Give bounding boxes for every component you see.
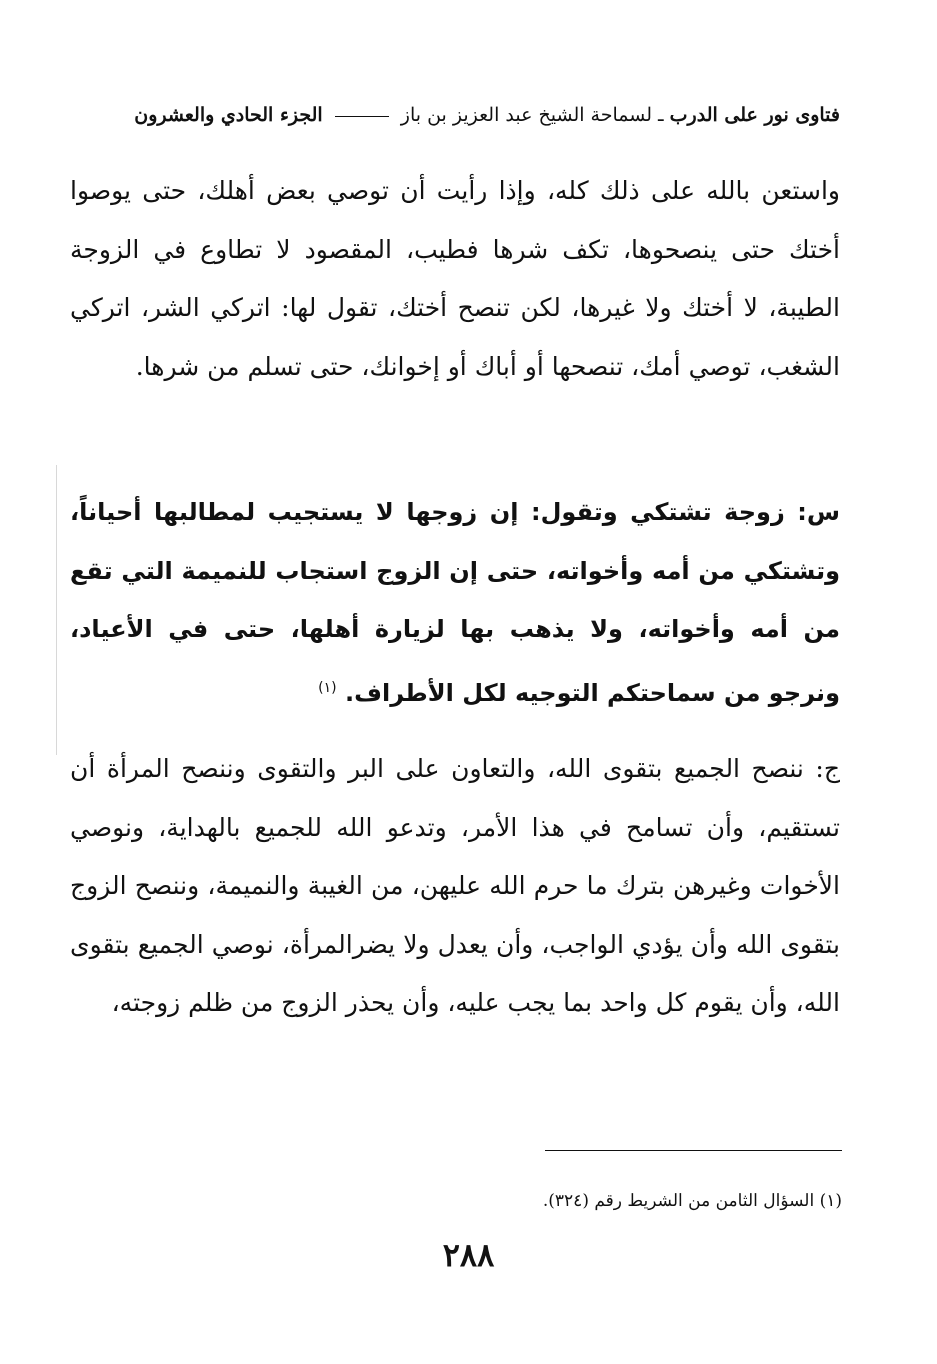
footnote: (١) السؤال الثامن من الشريط رقم (٣٢٤). xyxy=(542,1191,842,1211)
footnote-separator xyxy=(545,1150,842,1151)
scan-margin-line xyxy=(56,465,57,755)
page-number: ٢٨٨ xyxy=(442,1236,495,1274)
book-title: فتاوى نور على الدرب xyxy=(669,104,840,126)
running-header xyxy=(70,100,840,130)
volume-label: الجزء الحادي والعشرون xyxy=(134,104,323,126)
answer-paragraph xyxy=(70,740,840,1033)
header-separator xyxy=(335,116,389,117)
continuation-paragraph xyxy=(70,162,840,396)
answer-text: ج: ننصح الجميع بتقوى الله، والتعاون على البر والتقوى وننصح المرأة أن تستقيم، وأن تسامح في هذا الأمر، وتدعو الله للجميع بالهداية، ونوصي الأخوات وغيرهن بترك ما حرم الله عليهن، من الغيبة والنميمة، وننصح الزوج بتقوى الله وأن يؤدي الواجب، وأن يعدل ولا يضرالمرأة، نوصي الجميع بتقوى الله، وأن يقوم كل واحد بما يجب عليه، وأن يحذر الزوج من ظلم زوجته، xyxy=(70,754,840,1018)
continuation-text: واستعن بالله على ذلك كله، وإذا رأيت أن توصي بعض أهلك، حتى يوصوا أختك حتى ينصحوها، تكف شرها فطيب، المقصود لا تطاوع في الزوجة الطيبة، لا أختك ولا غيرها، لكن تنصح أختك، تقول لها: اتركي الشر، اتركي الشغب، توصي أمك، تنصحها أو أباك أو إخوانك، حتى تسلم من شرها. xyxy=(70,176,840,381)
footnote-reference[interactable]: (١) xyxy=(318,679,337,696)
question-text: س: زوجة تشتكي وتقول: إن زوجها لا يستجيب لمطالبها أحياناً، وتشتكي من أمه وأخواته، حتى إن الزوج استجاب للنميمة التي تقع من أمه وأخواته، ولا يذهب بها لزيارة أهلها، حتى في الأعياد، ونرجو من سماحتكم التوجيه لكل الأطراف. xyxy=(70,498,840,707)
question-paragraph xyxy=(70,483,840,722)
author-credit: لسماحة الشيخ عبد العزيز بن باز xyxy=(400,104,652,126)
title-dash: ـ xyxy=(652,104,664,126)
